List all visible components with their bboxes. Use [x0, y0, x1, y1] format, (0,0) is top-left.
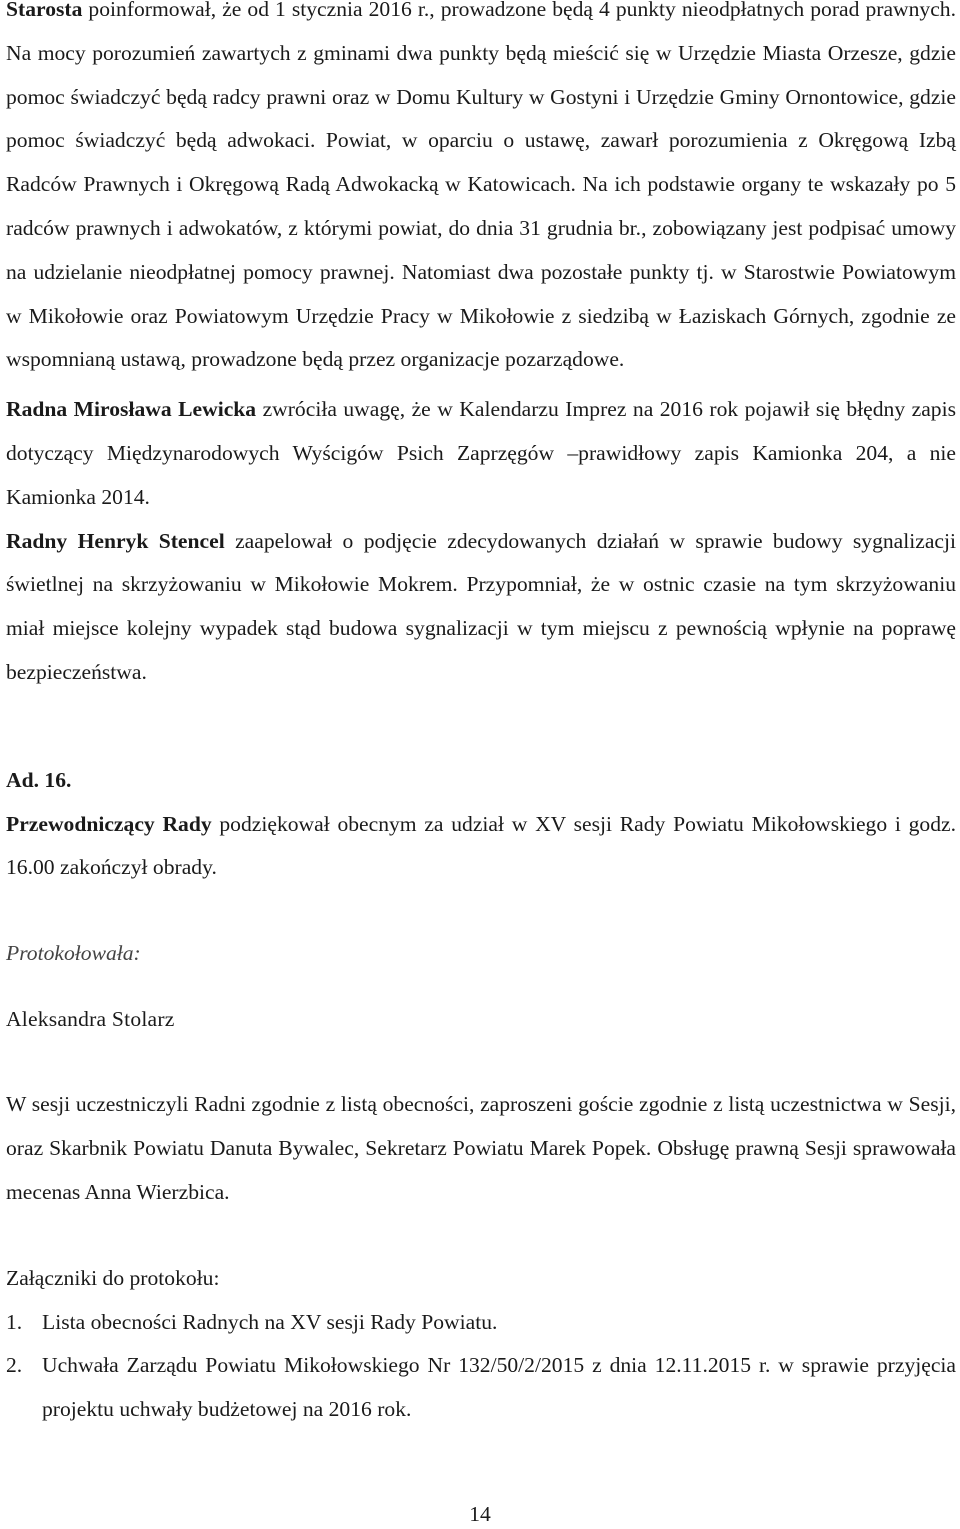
paragraph-text: podziękował obecnym za udział w XV sesji Rady Powiatu Mikołowskiego i godz. 16.00 zakończył obrady.: [6, 811, 956, 880]
list-item-number: 2.: [6, 1353, 23, 1378]
list-item-number: 1.: [6, 1309, 23, 1334]
section-heading: Ad. 16.: [6, 767, 72, 792]
list-item-text: Uchwała Zarządu Powiatu Mikołowskiego Nr 132/50/2/2015 z dnia 12.11.2015 r. w sprawie przyjęcia projektu uchwały budżetowej na 2016 rok.: [42, 1353, 956, 1422]
speaker-name: Starosta: [6, 0, 83, 21]
paragraph-text: poinformował, że od 1 stycznia 2016 r., prowadzone będą 4 punkty nieodpłatnych porad prawnych. Na mocy porozumień zawartych z gminami dwa punkty będą mieścić się w Urzędzie Miasta Orzesze, gdzie pomoc świadczyć będą radcy prawni oraz w Domu Kultury w Gostyni i Urzędzie Gminy Ornontowice, gdzie pomoc świadczyć będą adwokaci. Powiat, w oparciu o ustawę, zawarł porozumienia z Okręgową Izbą Radców Prawnych i Okręgową Radą Adwokacką w Katowicach. Na ich podstawie organy te wskazały po 5 radców prawnych i adwokatów, z którymi powiat, do dnia 31 grudnia br., zobowiązany jest podpisać umowy na udzielanie nieodpłatnej pomocy prawnej. Natomiast dwa pozostałe punkty tj. w Starostwie Powiatowym w Mikołowie oraz Powiatowym Urzędzie Pracy w Mikołowie z siedzibą w Łaziskach Górnych, zgodnie ze wspomnianą ustawą, prowadzone będą przez organizacje pozarządowe.: [6, 0, 956, 372]
paragraph-przewodniczacy: [6, 803, 956, 891]
paragraph-text: zwróciła uwagę, że w Kalendarzu Imprez na 2016 rok pojawił się błędny zapis dotyczący Międzynarodowych Wyścigów Psich Zaprzęgów –prawidłowy zapis Kamionka 204, a nie Kamionka 2014.: [6, 397, 956, 509]
speaker-name: Radny Henryk Stencel: [6, 528, 225, 553]
speaker-name: Przewodniczący Rady: [6, 811, 212, 836]
attachments-list: [6, 1301, 956, 1432]
page-number: 14: [469, 1502, 491, 1526]
attachments-label: Załączniki do protokołu:: [6, 1265, 220, 1290]
list-item: [6, 1344, 956, 1432]
list-item: [6, 1301, 956, 1345]
paragraph-text: zaapelował o podjęcie zdecydowanych działań w sprawie budowy sygnalizacji świetlnej na skrzyżowaniu w Mikołowie Mokrem. Przypomniał, że w ostnic czasie na tym skrzyżowaniu miał miejsce kolejny wypadek stąd budowa sygnalizacji w tym miejscu z pewnością wpłynie na poprawę bezpieczeństwa.: [6, 528, 957, 684]
paragraph-attendance: W sesji uczestniczyli Radni zgodnie z listą obecności, zaproszeni goście zgodnie z listą uczestnictwa w Sesji, oraz Skarbnik Powiatu Danuta Bywalec, Sekretarz Powiatu Marek Popek. Obsługę prawną Sesji sprawowała mecenas Anna Wierzbica.: [6, 1092, 956, 1204]
protokolowala-name: Aleksandra Stolarz: [6, 1006, 175, 1031]
document-page: [6, 0, 956, 1432]
paragraph-starosta: [6, 0, 956, 382]
list-item-text: Lista obecności Radnych na XV sesji Rady Powiatu.: [42, 1309, 498, 1334]
protokolowala-label: Protokołowała:: [6, 941, 141, 966]
paragraph-lewicka: [6, 388, 956, 519]
paragraph-stencel: [6, 520, 956, 695]
speaker-name: Radna Mirosława Lewicka: [6, 397, 257, 422]
